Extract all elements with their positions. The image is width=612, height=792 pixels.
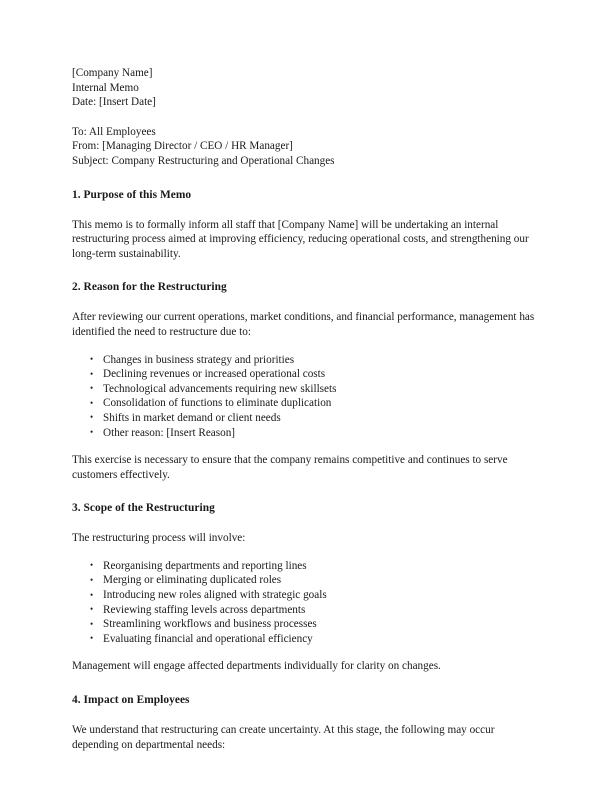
memo-to-line: To: All Employees: [72, 125, 156, 138]
section-heading-2: 2. Reason for the Restructuring: [72, 281, 227, 294]
spacer: [72, 546, 540, 559]
section-1-paragraph: This memo is to formally inform all staff that [Company Name] will be undertaking an internal restructuring process aimed at improving efficiency, reducing operational costs, and strengthening our long-term sustainability.: [72, 218, 529, 260]
memo-addressing-block: [72, 125, 540, 169]
spacer: [72, 340, 540, 353]
document-type: Internal Memo: [72, 81, 139, 94]
company-name: [Company Name]: [72, 67, 153, 79]
section-heading-1: 1. Purpose of this Memo: [72, 188, 192, 201]
section-heading-4: 4. Impact on Employees: [72, 694, 190, 707]
document-date: Date: [Insert Date]: [72, 96, 156, 109]
list-item: • Streamlining workflows and business processes: [72, 617, 540, 632]
list-item: • Evaluating financial and operational efficiency: [72, 632, 540, 647]
spacer: [72, 674, 540, 693]
list-item: • Introducing new roles aligned with strategic goals: [72, 588, 540, 603]
list-item: • Technological advancements requiring new skillsets: [72, 382, 540, 397]
list-item: • Changes in business strategy and priorities: [72, 353, 540, 368]
section-3-closing: Management will engage affected departments individually for clarity on changes.: [72, 660, 441, 673]
list-item: • Reviewing staffing levels across departments: [72, 603, 540, 618]
list-item: • Shifts in market demand or client needs: [72, 411, 540, 426]
section-3-bullet-list: [72, 559, 540, 647]
section-3-intro: The restructuring process will involve:: [72, 532, 246, 545]
spacer: [72, 515, 540, 531]
section-2-bullet-list: [72, 353, 540, 441]
spacer: [72, 707, 540, 723]
spacer: [72, 169, 540, 188]
list-item: • Declining revenues or increased operational costs: [72, 367, 540, 382]
list-item: • Reorganising departments and reporting lines: [72, 559, 540, 574]
memo-header-block: [72, 66, 540, 110]
list-item: • Consolidation of functions to eliminate duplication: [72, 396, 540, 411]
section-4-paragraph: We understand that restructuring can create uncertainty. At this stage, the following may occur depending on departmental needs:: [72, 724, 495, 751]
spacer: [72, 646, 540, 659]
section-heading-3: 3. Scope of the Restructuring: [72, 502, 215, 515]
spacer: [72, 202, 540, 218]
list-item: • Other reason: [Insert Reason]: [72, 426, 540, 441]
section-2-closing: This exercise is necessary to ensure that the company remains competitive and continues to serve customers effectively.: [72, 454, 508, 481]
list-item: • Merging or eliminating duplicated roles: [72, 573, 540, 588]
memo-subject-line: Subject: Company Restructuring and Operational Changes: [72, 154, 335, 167]
spacer: [72, 482, 540, 501]
memo-from-line: From: [Managing Director / CEO / HR Manager]: [72, 140, 293, 153]
spacer: [72, 294, 540, 310]
section-2-intro: After reviewing our current operations, market conditions, and financial performance, management has identified the need to restructure due to:: [72, 311, 535, 338]
spacer: [72, 440, 540, 453]
spacer: [72, 261, 540, 280]
spacer: [72, 110, 540, 125]
